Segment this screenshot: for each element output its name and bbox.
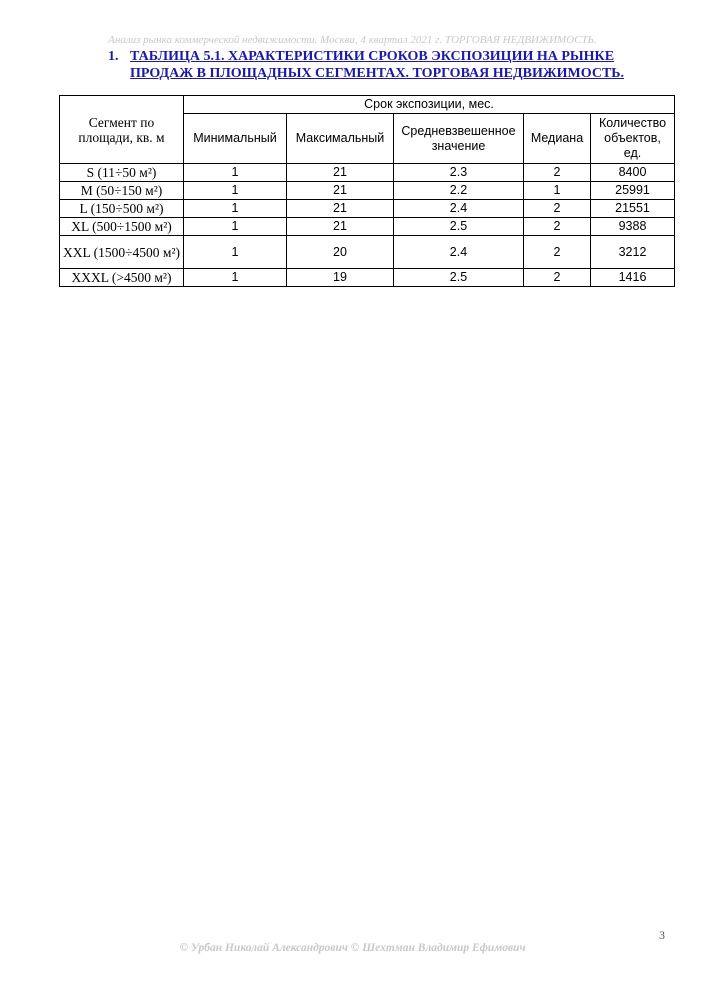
segment-cell: M (50÷150 м²) — [60, 182, 184, 200]
median-cell: 1 — [524, 182, 591, 200]
table-row — [60, 164, 675, 182]
table-row — [60, 236, 675, 269]
col-header-min: Минимальный — [184, 114, 287, 164]
heading-text: ТАБЛИЦА 5.1. ХАРАКТЕРИСТИКИ СРОКОВ ЭКСПОЗИЦИИ НА РЫНКЕ ПРОДАЖ В ПЛОЩАДНЫХ СЕГМЕНТАХ. ТОРГОВАЯ НЕДВИЖИМОСТЬ. — [130, 49, 625, 81]
max-cell: 19 — [287, 269, 394, 287]
max-cell: 20 — [287, 236, 394, 269]
avg-cell: 2.4 — [394, 236, 524, 269]
col-header-count: Количество объектов, ед. — [591, 114, 675, 164]
min-cell: 1 — [184, 236, 287, 269]
copyright-footer: © Урбан Николай Александрович © Шехтман Владимир Ефимович — [179, 942, 526, 954]
page-number: 3 — [659, 928, 665, 942]
max-cell: 21 — [287, 164, 394, 182]
table-row — [60, 182, 675, 200]
exposure-group-header: Срок экспозиции, мес. — [184, 96, 675, 114]
col-header-max: Максимальный — [287, 114, 394, 164]
segment-cell: XXL (1500÷4500 м²) — [60, 236, 184, 269]
segment-cell: XXXL (>4500 м²) — [60, 269, 184, 287]
col-header-avg: Средневзвешенное значение — [394, 114, 524, 164]
heading-number: 1. — [108, 49, 119, 64]
min-cell: 1 — [184, 164, 287, 182]
avg-cell: 2.3 — [394, 164, 524, 182]
segment-cell: XL (500÷1500 м²) — [60, 218, 184, 236]
avg-cell: 2.2 — [394, 182, 524, 200]
running-header: Анализ рынка коммерческой недвижимости. Москва, 4 квартал 2021 г. ТОРГОВАЯ НЕДВИЖИМОСТЬ. — [108, 34, 597, 46]
segment-cell: L (150÷500 м²) — [60, 200, 184, 218]
median-cell: 2 — [524, 164, 591, 182]
min-cell: 1 — [184, 269, 287, 287]
min-cell: 1 — [184, 200, 287, 218]
count-cell: 3212 — [591, 236, 675, 269]
median-cell: 2 — [524, 236, 591, 269]
median-cell: 2 — [524, 269, 591, 287]
table-heading — [108, 48, 668, 82]
count-cell: 9388 — [591, 218, 675, 236]
col-header-median: Медиана — [524, 114, 591, 164]
avg-cell: 2.5 — [394, 269, 524, 287]
exposure-table — [59, 95, 675, 287]
max-cell: 21 — [287, 182, 394, 200]
min-cell: 1 — [184, 218, 287, 236]
table-row — [60, 200, 675, 218]
segment-cell: S (11÷50 м²) — [60, 164, 184, 182]
count-cell: 8400 — [591, 164, 675, 182]
count-cell: 21551 — [591, 200, 675, 218]
count-cell: 1416 — [591, 269, 675, 287]
max-cell: 21 — [287, 200, 394, 218]
avg-cell: 2.4 — [394, 200, 524, 218]
segment-column-header: Сегмент по площади, кв. м — [60, 96, 184, 164]
max-cell: 21 — [287, 218, 394, 236]
table-row — [60, 218, 675, 236]
median-cell: 2 — [524, 218, 591, 236]
min-cell: 1 — [184, 182, 287, 200]
median-cell: 2 — [524, 200, 591, 218]
table-row — [60, 269, 675, 287]
avg-cell: 2.5 — [394, 218, 524, 236]
count-cell: 25991 — [591, 182, 675, 200]
